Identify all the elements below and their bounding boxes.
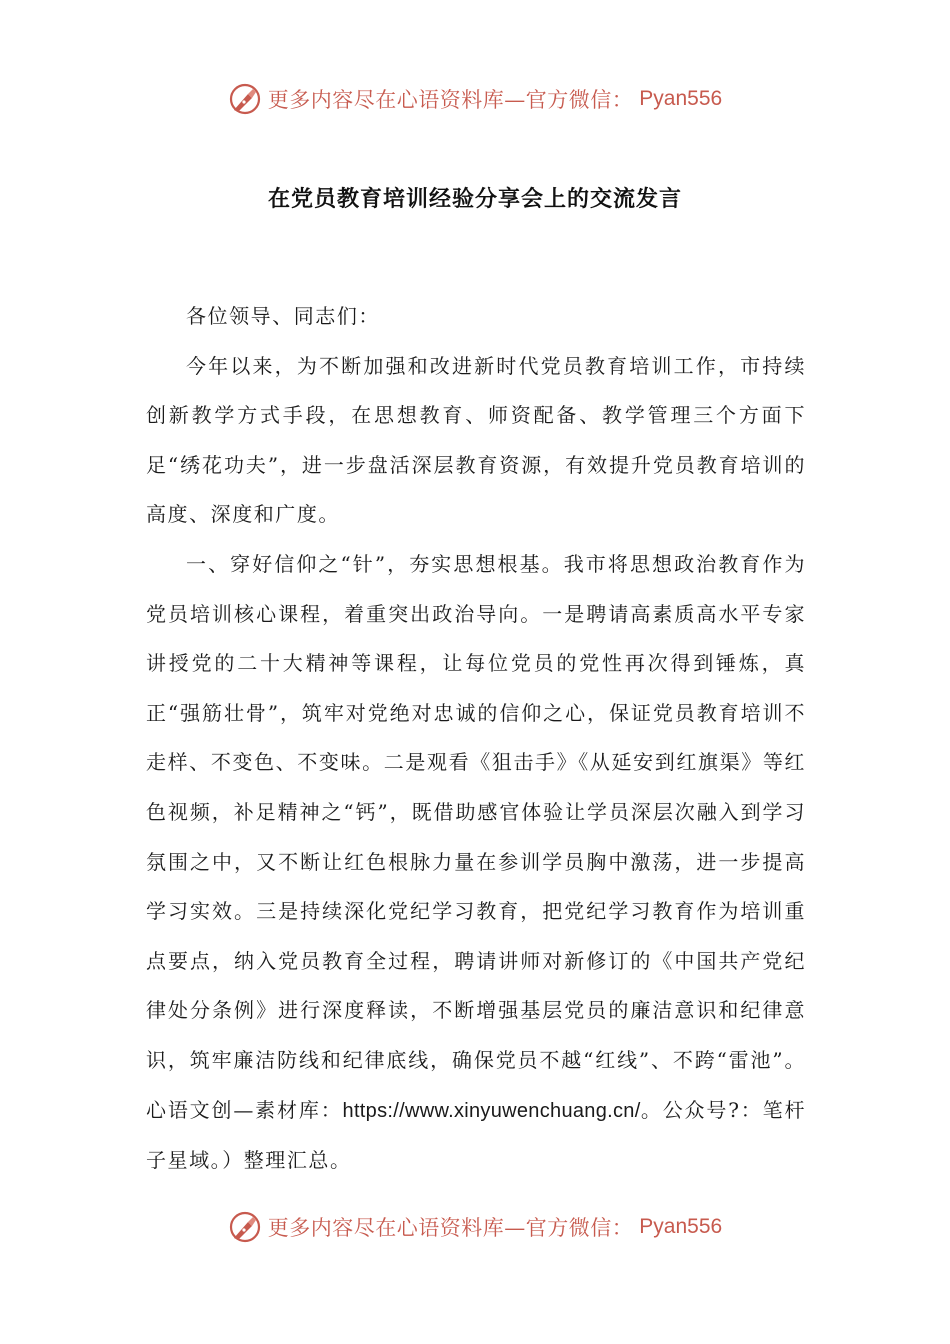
document-body (146, 292, 806, 1186)
source-link[interactable]: https://www.xinyuwenchuang.cn/ (342, 1099, 641, 1122)
document-title: 在党员教育培训经验分享会上的交流发言 (267, 186, 682, 212)
pen-nib-logo-icon (228, 82, 262, 116)
paragraph-intro: 今年以来，为不断加强和改进新时代党员教育培训工作，市持续创新教学方式手段，在思想教育、师资配备、教学管理三个方面下足“绣花功夫”，进一步盘活深层教育资源，有效提升党员教育培训的高度、深度和广度。 (146, 353, 806, 527)
footer-watermark (0, 1210, 950, 1244)
watermark-text: 更多内容尽在心语资料库—官方微信： (267, 1216, 634, 1240)
paragraph-section-one (146, 540, 806, 1186)
paragraph-section-one-text: 一、穿好信仰之“针”，夯实思想根基。我市将思想政治教育作为党员培训核心课程，着重突出政治导向。一是聘请高素质高水平专家讲授党的二十大精神等课程，让每位党员的党性再次得到锤炼，真正“强筋壮骨”，筑牢对党绝对忠诚的信仰之心，保证党员教育培训不走样、不变色、不变味。二是观看《狙击手》《从延安到红旗渠》等红色视频，补足精神之“钙”，既借助感官体验让学员深层次融入到学习氛围之中，又不断让红色根脉力量在参训学员胸中激荡，进一步提高学习实效。三是持续深化党纪学习教育，把党纪学习教育作为培训重点要点，纳入党员教育全过程，聘请讲师对新修订的《中国共产党纪律处分条例》进行深度释读，不断增强基层党员的廉洁意识和纪律意识，筑牢廉洁防线和纪律底线，确保党员不越“红线”、不跨“雷池”。心语文创—素材库： (146, 551, 806, 1122)
watermark-wechat-id: Pyan556 (639, 87, 723, 110)
paragraph-trailing-text: 。公众号?：笔杆子星域。）整理汇总。 (146, 1097, 806, 1173)
watermark-wechat-id: Pyan556 (639, 1215, 723, 1238)
salutation: 各位领导、同志们： (186, 304, 380, 328)
header-watermark (0, 82, 950, 116)
watermark-text: 更多内容尽在心语资料库—官方微信： (267, 88, 634, 112)
pen-nib-logo-icon (228, 1210, 262, 1244)
